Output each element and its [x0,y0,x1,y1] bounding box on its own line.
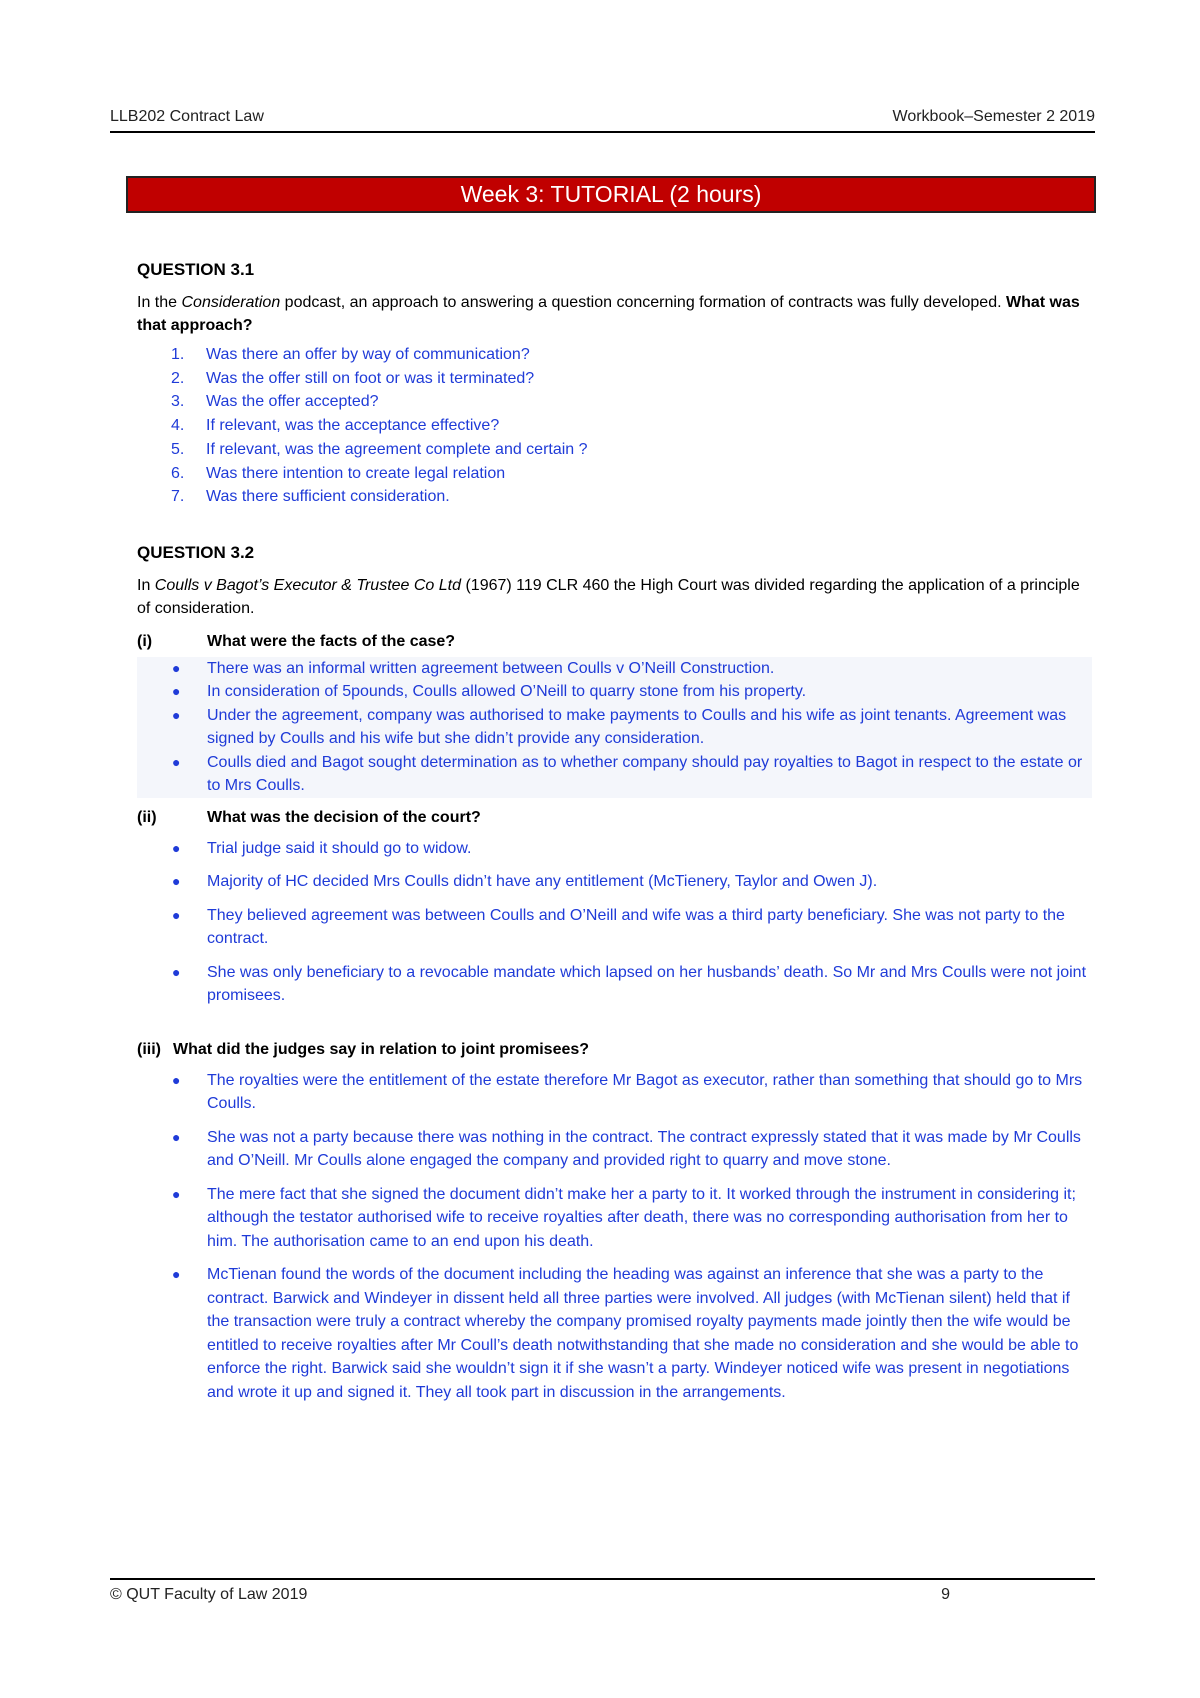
header-workbook: Workbook–Semester 2 2019 [892,108,1095,125]
fact-text: Under the agreement, company was authorised to make payments to Coulls and his wife as joint tenants. Agreement was signed by Coulls and his wife but she didn’t provide any consideration. [207,706,1067,748]
answer-item [137,485,1092,509]
answer-text: Was the offer still on foot or was it terminated? [206,369,535,387]
subquestion-tag: (iii) [137,1040,161,1058]
bullet-icon: ● [172,753,181,770]
decision-item [137,904,1092,951]
decision-text: She was only beneficiary to a revocable mandate which lapsed on her husbands’ death. So Mr and Mrs Coulls were not joint promisees. [207,963,1087,1005]
fact-item [137,680,1092,704]
header-course: LLB202 Contract Law [110,108,264,125]
bullet-icon: ● [172,683,181,700]
answer-number: 3. [171,393,185,411]
copyright: © QUT Faculty of Law 2019 [110,1586,308,1603]
prompt-text: podcast, an approach to answering a question concerning formation of contracts was fully developed. [280,294,1006,311]
judgment-text: She was not a party because there was nothing in the contract. The contract expressly stated that it was made by Mr Coulls and O’Neill. Mr Coulls alone engaged the company and provided right to quarry and move stone. [207,1128,1081,1170]
case-citation: Coulls v Bagot’s Executor & Trustee Co Ltd [154,576,462,594]
subquestion-text: What was the decision of the court? [207,808,481,826]
answer-item [137,438,1092,462]
answer-text: Was there an offer by way of communication? [206,346,530,363]
answer-text: Was there sufficient consideration. [206,488,450,506]
subquestion-ii-heading [137,806,1092,829]
decision-text: Trial judge said it should go to widow. [207,839,472,857]
answer-number: 7. [171,488,185,506]
subquestion-tag: (ii) [137,808,157,826]
bullet-icon: ● [172,1128,181,1145]
judgment-text: The mere fact that she signed the document didn’t make her a party to it. It worked through the instrument in considering it; although the testator authorised wife to receive royalties after death, there was no corresponding authorisation from her to him. The authorisation came to an end upon his death. [207,1185,1076,1250]
decision-item [137,961,1092,1008]
fact-text: In consideration of 5pounds, Coulls allowed O’Neill to quarry stone from his property. [207,683,807,701]
prompt-text: In the [137,294,182,311]
fact-item [137,657,1092,681]
subquestion-text: What were the facts of the case? [207,632,456,650]
page-number: 9 [941,1586,950,1603]
prompt-text: (1967) 119 CLR 460 the High Court was divided regarding the application of a principle of consideration. [137,576,1080,617]
prompt-text: In [137,576,155,594]
bullet-icon: ● [172,1266,181,1283]
question-title: QUESTION 3.1 [137,260,255,279]
decision-item [137,870,1092,894]
subquestion-tag: (i) [137,632,153,650]
answer-number: 5. [171,440,185,458]
question-prompt [137,574,1092,620]
question-3-1 [137,258,1092,509]
bullet-icon: ● [172,906,181,923]
judgment-item [137,1126,1092,1173]
answer-item [137,462,1092,486]
bullet-icon: ● [172,659,181,676]
fact-text: There was an informal written agreement between Coulls v O’Neill Construction. [207,659,775,677]
answer-item [137,390,1092,414]
answer-number: 4. [171,417,185,435]
answer-item [137,367,1092,391]
decision-text: Majority of HC decided Mrs Coulls didn’t have any entitlement (McTienery, Taylor and Owen J). [207,873,878,891]
question-prompt [137,291,1092,337]
bullet-icon: ● [172,873,181,890]
question-3-2 [137,541,1092,1405]
decision-list [137,837,1092,1008]
page-header [110,108,1095,126]
main-content [137,258,1092,1414]
bullet-icon: ● [172,839,181,856]
prompt-bold: What was that approach? [137,294,1080,334]
answer-number: 6. [171,464,185,482]
judgment-text: McTienan found the words of the document including the heading was against an inference that she was a party to the contract. Barwick and Windeyer in dissent held all three parties were involved. All judges (with McTienan silent) held that if the transaction were truly a contract whereby the company promised royalty payments made jointly then the wife would be entitled to receive royalties after Mr Coull’s death notwithstanding that she made no consideration and she would be able to enforce the right. Barwick said she wouldn’t sign it if she wasn’t a party. Windeyer noticed wife was present in negotiations and wrote it up and signed it. They all took part in discussion in the arrangements. [207,1266,1079,1401]
header-rule [110,131,1095,133]
subquestion-i-heading [137,630,1092,653]
bullet-icon: ● [172,963,181,980]
fact-item [137,704,1092,751]
judgment-item [137,1263,1092,1404]
judgment-text: The royalties were the entitlement of the estate therefore Mr Bagot as executor, rather than something that should go to Mrs Coulls. [207,1071,1083,1113]
page-footer [110,1586,950,1604]
decision-text: They believed agreement was between Coulls and O’Neill and wife was a third party beneficiary. She was not party to the contract. [207,906,1065,948]
fact-text: Coulls died and Bagot sought determination as to whether company should pay royalties to Bagot in respect to the estate or to Mrs Coulls. [207,753,1083,795]
answer-text: Was there intention to create legal relation [206,464,506,482]
bullet-icon: ● [172,706,181,723]
judgment-item [137,1069,1092,1116]
answer-list [137,343,1092,509]
answer-text: If relevant, was the acceptance effective? [206,417,500,435]
week-banner: Week 3: TUTORIAL (2 hours) [126,176,1096,213]
answer-text: Was the offer accepted? [206,393,379,411]
bullet-icon: ● [172,1185,181,1202]
answer-number: 2. [171,369,185,387]
judgment-item [137,1183,1092,1254]
decision-item [137,837,1092,861]
bullet-icon: ● [172,1071,181,1088]
answer-number: 1. [171,346,185,363]
subquestion-iii-heading [137,1038,1092,1061]
joint-promisees-list [137,1069,1092,1405]
prompt-italic: Consideration [181,294,281,311]
subquestion-text: What did the judges say in relation to joint promisees? [173,1040,590,1058]
answer-text: If relevant, was the agreement complete and certain ? [206,440,588,458]
answer-item [137,414,1092,438]
fact-item [137,751,1092,798]
answer-item [137,343,1092,367]
facts-list [137,657,1092,798]
question-title: QUESTION 3.2 [137,542,255,562]
footer-rule [110,1578,1095,1580]
